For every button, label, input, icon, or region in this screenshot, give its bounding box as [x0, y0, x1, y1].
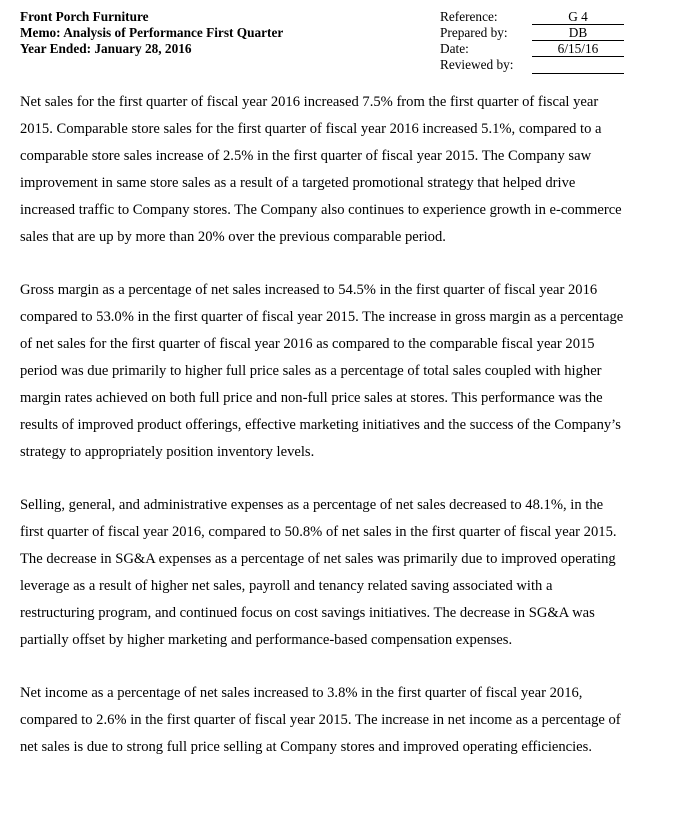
- reviewed-by-label: Reviewed by:: [440, 57, 514, 72]
- workpaper-values: [532, 9, 624, 74]
- paragraph-sga-expenses: Selling, general, and administrative expenses as a percentage of net sales decreased to 48.1%, in the first quarter of fiscal year 2016, compared to 50.8% of net sales in the first quarter of fiscal year 2015. The decrease in SG&A expenses as a percentage of net sales was primarily due to improved operating leverage as a result of higher net sales, payroll and tenancy related saving associated with a restructuring program, and continued focus on cost savings initiatives. The decrease in SG&A was partially offset by higher marketing and performance-based compensation expenses.: [20, 497, 617, 648]
- reviewed-by-value: [532, 58, 624, 74]
- prepared-by-value: DB: [532, 25, 624, 41]
- workpaper-labels: [440, 9, 513, 73]
- prepared-by-label: Prepared by:: [440, 25, 508, 40]
- paragraph-net-income: Net income as a percentage of net sales increased to 3.8% in the first quarter of fiscal year 2016, compared to 2.6% in the first quarter of fiscal year 2015. The increase in net income as a percentage of net sales is due to strong full price selling at Company stores and improved operating efficiencies.: [20, 685, 621, 755]
- memo-title: Memo: Analysis of Performance First Quarter: [20, 25, 284, 40]
- reference-label: Reference:: [440, 9, 498, 24]
- date-label: Date:: [440, 41, 469, 56]
- company-name: Front Porch Furniture: [20, 9, 149, 24]
- paragraph-net-sales: Net sales for the first quarter of fiscal year 2016 increased 7.5% from the first quarter of fiscal year 2015. Comparable store sales for the first quarter of fiscal year 2016 increased 5.1%, compared to a comparable store sales increase of 2.5% in the first quarter of fiscal year 2015. The Company saw improvement in same store sales as a result of a targeted promotional strategy that helped drive increased traffic to Company stores. The Company also continues to experience growth in e-commerce sales that are up by more than 20% over the previous comparable period.: [20, 94, 622, 245]
- reference-value: G 4: [532, 9, 624, 25]
- memo-body: [20, 89, 630, 787]
- date-value: 6/15/16: [532, 41, 624, 57]
- memo-header: [0, 0, 691, 80]
- fiscal-period: Year Ended: January 28, 2016: [20, 41, 192, 56]
- paragraph-gross-margin: Gross margin as a percentage of net sales increased to 54.5% in the first quarter of fiscal year 2016 compared to 53.0% in the first quarter of fiscal year 2015. The increase in gross margin as a percentage of net sales for the first quarter of fiscal year 2016 as compared to the comparable fiscal year 2015 period was due primarily to higher full price sales as a percentage of total sales coupled with higher margin rates achieved on both full price and non-full price sales at stores. This performance was the results of improved product offerings, effective marketing initiatives and the success of the Company’s strategy to appropriately position inventory levels.: [20, 282, 624, 460]
- memo-heading-block: [20, 9, 283, 57]
